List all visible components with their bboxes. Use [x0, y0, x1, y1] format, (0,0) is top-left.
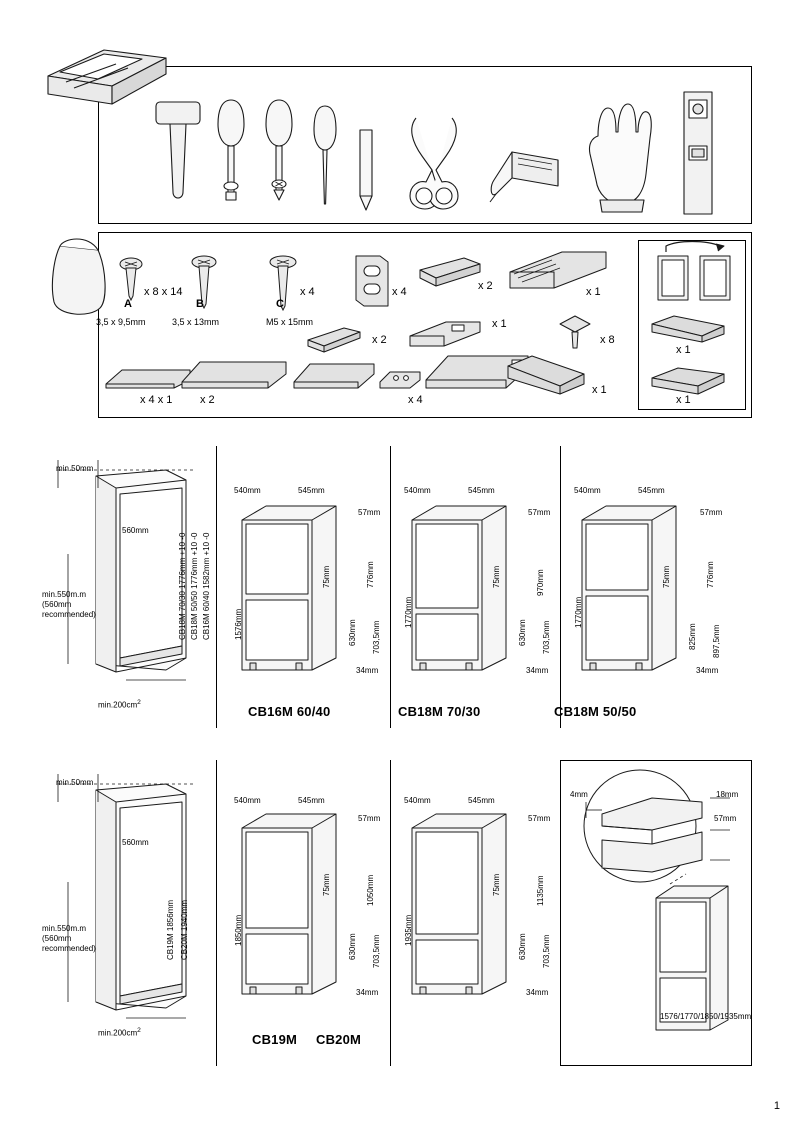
part-qty-cap: x 8	[600, 334, 615, 346]
cb19m-upper-door: 1050mm	[366, 874, 375, 906]
part-ref-c: C	[276, 298, 284, 310]
appliance-cb19m	[236, 806, 356, 1002]
part-qty-slide-bracket: x 4	[408, 394, 423, 406]
detail-gap-bottom: 57mm	[714, 814, 737, 823]
niche-top-vent-label	[98, 698, 141, 710]
tape-measure-icon	[488, 142, 564, 208]
row1-divider-3	[560, 446, 561, 728]
part-size-c: M5 x 15mm	[266, 317, 314, 327]
niche-top-height-2: CB18M 50/50 1776mm +10 -0	[190, 532, 199, 640]
part-qty-long-rail: x 1	[592, 384, 607, 396]
cb18m7030-top-width: 545mm	[468, 486, 495, 495]
wedge-icon-3	[648, 364, 728, 398]
detail-gap-top: 18mm	[716, 790, 739, 799]
models-row-1-caption-3: CB18M 50/50	[554, 704, 637, 719]
cb20m-gap: 75mm	[492, 873, 501, 896]
part-qty-wedge-2: x 1	[676, 344, 691, 356]
cb18m7030-gap: 75mm	[492, 565, 501, 588]
part-qty-a: x 8 x 14	[144, 286, 183, 298]
cb18m5050-top-depth: 540mm	[574, 486, 601, 495]
cb18m5050-gap: 75mm	[662, 565, 671, 588]
rail-icon-2	[180, 356, 290, 394]
cb18m7030-top-depth: 540mm	[404, 486, 431, 495]
niche-bottom-vent-text: min.200cm	[98, 1028, 138, 1038]
cb20m-foot: 34mm	[526, 988, 549, 997]
row2-divider-1	[216, 760, 217, 1066]
screwdriver-flat-icon	[214, 98, 248, 210]
scissors-icon	[402, 112, 466, 212]
appliance-cb16m	[236, 498, 356, 678]
niche-bottom-clearance-label: min.50mm	[56, 778, 94, 787]
row1-divider-1	[216, 446, 217, 728]
niche-bottom-vent-sup: 2	[137, 1027, 141, 1034]
part-qty-bracket: x 4	[392, 286, 407, 298]
cb18m5050-plinth-gap: 57mm	[700, 508, 723, 517]
slide-bracket-icon	[378, 366, 422, 396]
part-qty-c: x 4	[300, 286, 315, 298]
cb16m-top-depth: 540mm	[234, 486, 261, 495]
cb16m-lower-door: 630mm	[348, 619, 357, 646]
door-swap-inset-icon	[648, 244, 740, 304]
cb19m-lower-stack: 703,5mm	[372, 934, 381, 968]
cb20m-upper-door: 1135mm	[536, 875, 545, 906]
awl-icon	[310, 104, 340, 210]
screwdriver-pozi-icon	[262, 98, 296, 210]
niche-bottom-height-1: CB19M 1856mm	[166, 899, 175, 960]
niche-top-height-3: CB16M 60/40 1582mm +10 -0	[202, 532, 211, 640]
niche-top-height-1: CB18M 70/30 1776mm +10 -0	[178, 532, 187, 640]
rail-icon-1	[104, 362, 192, 394]
small-cover-icon	[304, 324, 364, 358]
cb18m7030-total-height: 1770mm	[404, 596, 413, 628]
cb19m-top-width: 545mm	[298, 796, 325, 805]
rail-icon-3	[292, 358, 378, 394]
niche-top-vent-sup: 2	[137, 699, 141, 706]
models-row-2-caption-2: CB20M	[316, 1032, 362, 1047]
cb16m-gap: 75mm	[322, 565, 331, 588]
cb16m-plinth-gap: 57mm	[358, 508, 381, 517]
cb20m-plinth-gap: 57mm	[528, 814, 551, 823]
wedge-icon-2	[648, 312, 728, 346]
cb19m-foot: 34mm	[356, 988, 379, 997]
detail-zoom-circle	[568, 768, 744, 888]
detail-gap-left: 4mm	[570, 790, 588, 799]
niche-top-width-label: 560mm	[122, 526, 149, 535]
cb20m-top-width: 545mm	[468, 796, 495, 805]
niche-top-clearance-label: min.50mm	[56, 464, 94, 473]
cb18m7030-plinth-gap: 57mm	[528, 508, 551, 517]
row2-divider-2	[390, 760, 391, 1066]
cb18m5050-upper-door: 776mm	[706, 561, 715, 588]
cb18m5050-total-height: 1770mm	[574, 596, 583, 628]
appliance-cb18m-7030	[406, 498, 526, 678]
part-ref-a: A	[124, 298, 132, 310]
part-ref-b: B	[196, 298, 204, 310]
cb18m7030-upper-door: 970mm	[536, 569, 545, 596]
cb19m-plinth-gap: 57mm	[358, 814, 381, 823]
part-size-a: 3,5 x 9,5mm	[96, 317, 146, 327]
appliance-cb20m	[406, 806, 526, 1002]
niche-bottom-depth-note-2: recommended)	[42, 944, 96, 953]
parts-bag-icon	[44, 228, 116, 320]
niche-bottom-depth-label: min.550m.m	[42, 924, 87, 933]
cb19m-lower-door: 630mm	[348, 933, 357, 960]
cb16m-total-height: 1576mm	[234, 608, 243, 640]
part-qty-small-cover: x 2	[372, 334, 387, 346]
niche-bottom-height-2: CB20M 1940mm	[180, 899, 189, 960]
niche-top-depth-note-2: recommended)	[42, 610, 96, 619]
models-row-2-caption-1: CB19M	[252, 1032, 298, 1047]
part-qty-plate: x 2	[478, 280, 493, 292]
screw-icon-a	[118, 256, 144, 302]
detail-overall-heights: 1576/1770/1850/1935mm	[660, 1012, 752, 1021]
models-row-1-caption-1: CB16M 60/40	[248, 704, 331, 719]
niche-top-vent-text: min.200cm	[98, 700, 138, 710]
cb18m5050-foot: 34mm	[696, 666, 719, 675]
cb18m7030-lower-door: 630mm	[518, 619, 527, 646]
models-row-1-caption-2: CB18M 70/30	[398, 704, 481, 719]
niche-bottom-depth-note-1: (560mm	[42, 934, 72, 943]
niche-top-depth-label: min.550m.m	[42, 590, 87, 599]
cb20m-total-height: 1935mm	[404, 914, 413, 946]
cb18m7030-lower-stack: 703,5mm	[542, 620, 551, 654]
spirit-level-icon	[678, 88, 718, 218]
cb19m-gap: 75mm	[322, 873, 331, 896]
row1-divider-2	[390, 446, 391, 728]
part-qty-hinge: x 1	[492, 318, 507, 330]
cb16m-top-width: 545mm	[298, 486, 325, 495]
part-qty-large-panel: x 1	[586, 286, 601, 298]
cb19m-total-height: 1850mm	[234, 914, 243, 946]
gloves-icon	[578, 96, 660, 218]
part-qty-rail-2: x 2	[200, 394, 215, 406]
page-number: 1	[773, 1100, 780, 1112]
bracket-icon	[350, 252, 394, 312]
cb18m5050-lower-door: 825mm	[688, 623, 697, 650]
cb16m-upper-door: 776mm	[366, 561, 375, 588]
screw-icon-b	[190, 254, 218, 310]
pencil-icon	[356, 128, 376, 212]
cap-icon	[556, 312, 594, 352]
cb18m5050-lower-stack: 897,5mm	[712, 624, 721, 658]
cb18m7030-foot: 34mm	[526, 666, 549, 675]
niche-bottom-vent-label	[98, 1026, 141, 1038]
wedge-icon-1	[504, 352, 588, 396]
cb16m-lower-stack: 703,5mm	[372, 620, 381, 654]
cb19m-top-depth: 540mm	[234, 796, 261, 805]
cb16m-foot: 34mm	[356, 666, 379, 675]
niche-bottom-width-label: 560mm	[122, 838, 149, 847]
cb20m-top-depth: 540mm	[404, 796, 431, 805]
cb20m-lower-stack: 703,5mm	[542, 934, 551, 968]
part-qty-wedge-3: x 1	[676, 394, 691, 406]
plate-icon	[414, 252, 484, 296]
niche-top-depth-note-1: (560mm	[42, 600, 72, 609]
appliance-cb18m-5050	[576, 498, 696, 678]
cb18m5050-top-width: 545mm	[638, 486, 665, 495]
mallet-icon	[150, 96, 206, 208]
cb20m-lower-door: 630mm	[518, 933, 527, 960]
part-qty-rail-1: x 4 x 1	[140, 394, 173, 406]
part-size-b: 3,5 x 13mm	[172, 317, 220, 327]
